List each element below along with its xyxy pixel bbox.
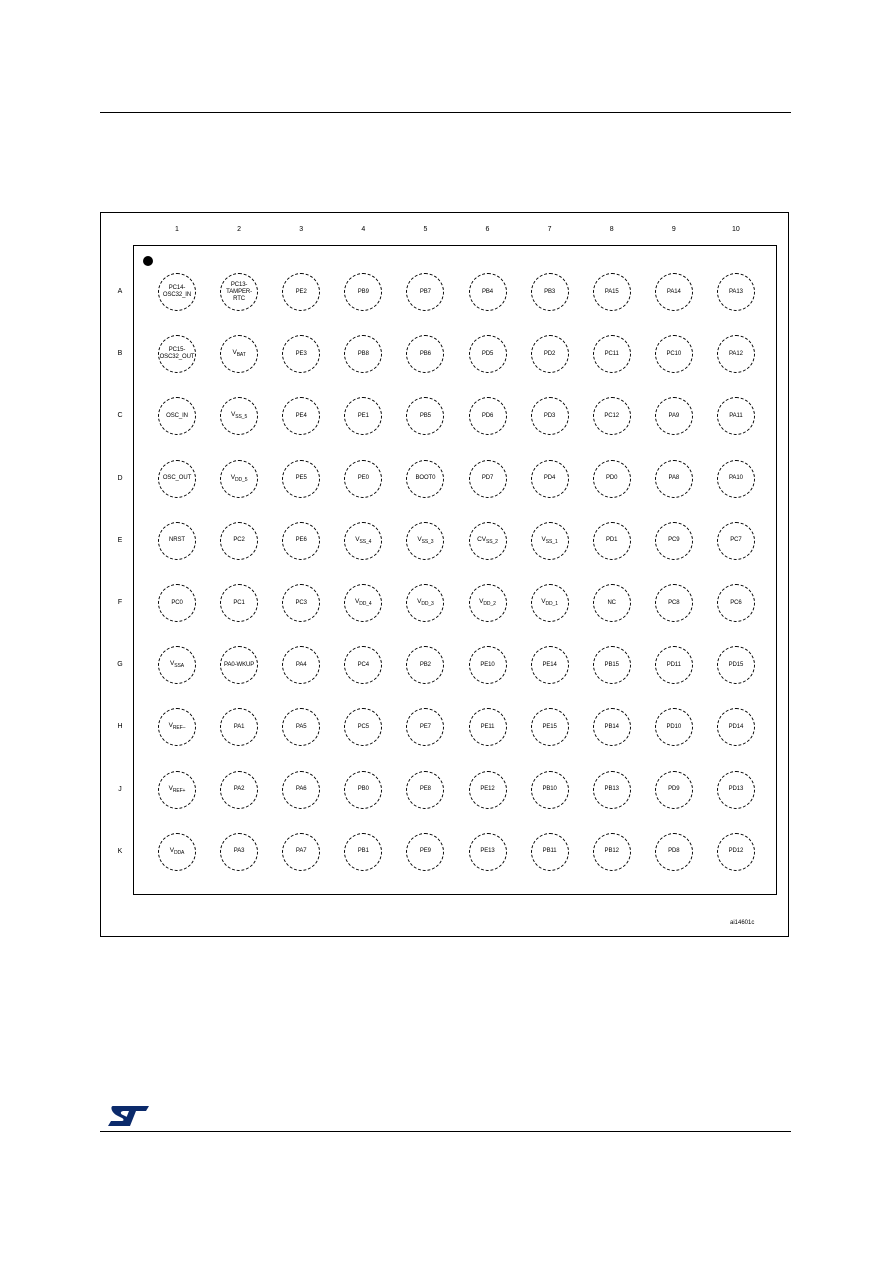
ball-J5: PE8 xyxy=(406,771,444,809)
ball-E4: $V_{SS\_4}$ xyxy=(344,522,382,560)
ball-B7: PD2 xyxy=(531,335,569,373)
ball-A10: PA13 xyxy=(717,273,755,311)
ball-G1: $V_{SSA}$ xyxy=(158,646,196,684)
ball-K8: PB12 xyxy=(593,833,631,871)
ball-K9: PD8 xyxy=(655,833,693,871)
ball-J1: $V_{REF+}$ xyxy=(158,771,196,809)
ball-D4: PE0 xyxy=(344,460,382,498)
ball-B10: PA12 xyxy=(717,335,755,373)
ball-B1: PC15- OSC32_OUT xyxy=(158,335,196,373)
ball-E10: PC7 xyxy=(717,522,755,560)
ball-G5: PB2 xyxy=(406,646,444,684)
ball-F3: PC3 xyxy=(282,584,320,622)
row-label-G: G xyxy=(117,661,123,669)
column-label-5: 5 xyxy=(423,226,428,233)
row-label-C: C xyxy=(117,412,123,420)
ball-E5: $V_{SS\_3}$ xyxy=(406,522,444,560)
ball-D5: BOOT0 xyxy=(406,460,444,498)
ball-H6: PE11 xyxy=(469,708,507,746)
ball-F10: PC6 xyxy=(717,584,755,622)
ball-J6: PE12 xyxy=(469,771,507,809)
ball-H7: PE15 xyxy=(531,708,569,746)
ball-A8: PA15 xyxy=(593,273,631,311)
ball-E7: $V_{SS\_1}$ xyxy=(531,522,569,560)
ball-C8: PC12 xyxy=(593,397,631,435)
ball-A1: PC14- OSC32_IN xyxy=(158,273,196,311)
ball-G2: PA0-WKUP xyxy=(220,646,258,684)
ball-H9: PD10 xyxy=(655,708,693,746)
ball-H10: PD14 xyxy=(717,708,755,746)
ball-H8: PB14 xyxy=(593,708,631,746)
ball-D2: $V_{DD\_5}$ xyxy=(220,460,258,498)
column-label-2: 2 xyxy=(237,226,242,233)
ball-D3: PE5 xyxy=(282,460,320,498)
ball-J7: PB10 xyxy=(531,771,569,809)
ball-C4: PE1 xyxy=(344,397,382,435)
row-label-H: H xyxy=(117,723,123,731)
row-label-E: E xyxy=(117,536,123,544)
ball-K10: PD12 xyxy=(717,833,755,871)
ball-F4: $V_{DD\_4}$ xyxy=(344,584,382,622)
ball-J10: PD13 xyxy=(717,771,755,809)
ball-K3: PA7 xyxy=(282,833,320,871)
ball-C9: PA9 xyxy=(655,397,693,435)
row-label-F: F xyxy=(117,599,123,606)
ball-C2: $V_{SS\_5}$ xyxy=(220,397,258,435)
footer-rule xyxy=(100,1131,791,1132)
ball-E1: NRST xyxy=(158,522,196,560)
column-label-3: 3 xyxy=(299,226,304,233)
ball-E8: PD1 xyxy=(593,522,631,560)
st-logo-icon xyxy=(105,1104,151,1128)
ball-K1: $V_{DDA}$ xyxy=(158,833,196,871)
ball-H2: PA1 xyxy=(220,708,258,746)
ball-J3: PA6 xyxy=(282,771,320,809)
ball-K5: PE9 xyxy=(406,833,444,871)
ball-H3: PA5 xyxy=(282,708,320,746)
ball-G9: PD11 xyxy=(655,646,693,684)
figure-code: ai14601c xyxy=(730,920,755,926)
ball-A4: PB9 xyxy=(344,273,382,311)
column-label-4: 4 xyxy=(361,226,366,233)
ball-D10: PA10 xyxy=(717,460,755,498)
ball-H5: PE7 xyxy=(406,708,444,746)
ball-C3: PE4 xyxy=(282,397,320,435)
row-label-J: J xyxy=(118,785,122,793)
ball-E6: $CV_{SS\_2}$ xyxy=(469,522,507,560)
ball-C1: OSC_IN xyxy=(158,397,196,435)
ball-C10: PA11 xyxy=(717,397,755,435)
ball-F6: $V_{DD\_2}$ xyxy=(469,584,507,622)
ball-F1: PC0 xyxy=(158,584,196,622)
ball-D9: PA8 xyxy=(655,460,693,498)
ball-F2: PC1 xyxy=(220,584,258,622)
ball-D6: PD7 xyxy=(469,460,507,498)
ball-A6: PB4 xyxy=(469,273,507,311)
column-label-10: 10 xyxy=(731,226,740,233)
ball-C7: PD3 xyxy=(531,397,569,435)
ball-B5: PB6 xyxy=(406,335,444,373)
ball-G6: PE10 xyxy=(469,646,507,684)
ball-K4: PB1 xyxy=(344,833,382,871)
ball-F5: $V_{DD\_3}$ xyxy=(406,584,444,622)
ball-G4: PC4 xyxy=(344,646,382,684)
column-label-1: 1 xyxy=(175,226,179,233)
ball-G8: PB15 xyxy=(593,646,631,684)
ball-A3: PE2 xyxy=(282,273,320,311)
ball-E3: PE6 xyxy=(282,522,320,560)
ball-F9: PC8 xyxy=(655,584,693,622)
ball-A5: PB7 xyxy=(406,273,444,311)
ball-D8: PD0 xyxy=(593,460,631,498)
ball-A9: PA14 xyxy=(655,273,693,311)
ball-J8: PB13 xyxy=(593,771,631,809)
ball-H1: $V_{REF-}$ xyxy=(158,708,196,746)
column-label-7: 7 xyxy=(547,226,552,233)
ball-B2: $V_{BAT}$ xyxy=(220,335,258,373)
ball-E2: PC2 xyxy=(220,522,258,560)
ball-B6: PD5 xyxy=(469,335,507,373)
ball-F8: NC xyxy=(593,584,631,622)
ball-A7: PB3 xyxy=(531,273,569,311)
column-label-8: 8 xyxy=(609,226,614,233)
ball-C5: PB5 xyxy=(406,397,444,435)
ball-J4: PB0 xyxy=(344,771,382,809)
ball-K7: PB11 xyxy=(531,833,569,871)
ball-B3: PE3 xyxy=(282,335,320,373)
ball-G3: PA4 xyxy=(282,646,320,684)
pin1-marker-icon xyxy=(143,256,153,266)
row-label-D: D xyxy=(117,474,123,482)
header-rule xyxy=(100,112,791,113)
ball-B4: PB8 xyxy=(344,335,382,373)
ball-J9: PD9 xyxy=(655,771,693,809)
column-label-6: 6 xyxy=(485,226,490,233)
ball-C6: PD6 xyxy=(469,397,507,435)
ball-H4: PC5 xyxy=(344,708,382,746)
ball-D7: PD4 xyxy=(531,460,569,498)
ball-B9: PC10 xyxy=(655,335,693,373)
column-label-9: 9 xyxy=(671,226,676,233)
ball-G10: PD15 xyxy=(717,646,755,684)
ball-A2: PC13- TAMPER- RTC xyxy=(220,273,258,311)
row-label-B: B xyxy=(117,350,123,358)
ball-F7: $V_{DD\_1}$ xyxy=(531,584,569,622)
row-label-K: K xyxy=(117,847,123,855)
ball-B8: PC11 xyxy=(593,335,631,373)
ball-D1: OSC_OUT xyxy=(158,460,196,498)
ball-J2: PA2 xyxy=(220,771,258,809)
ball-G7: PE14 xyxy=(531,646,569,684)
row-label-A: A xyxy=(117,288,123,295)
ball-K2: PA3 xyxy=(220,833,258,871)
ball-E9: PC9 xyxy=(655,522,693,560)
ball-K6: PE13 xyxy=(469,833,507,871)
